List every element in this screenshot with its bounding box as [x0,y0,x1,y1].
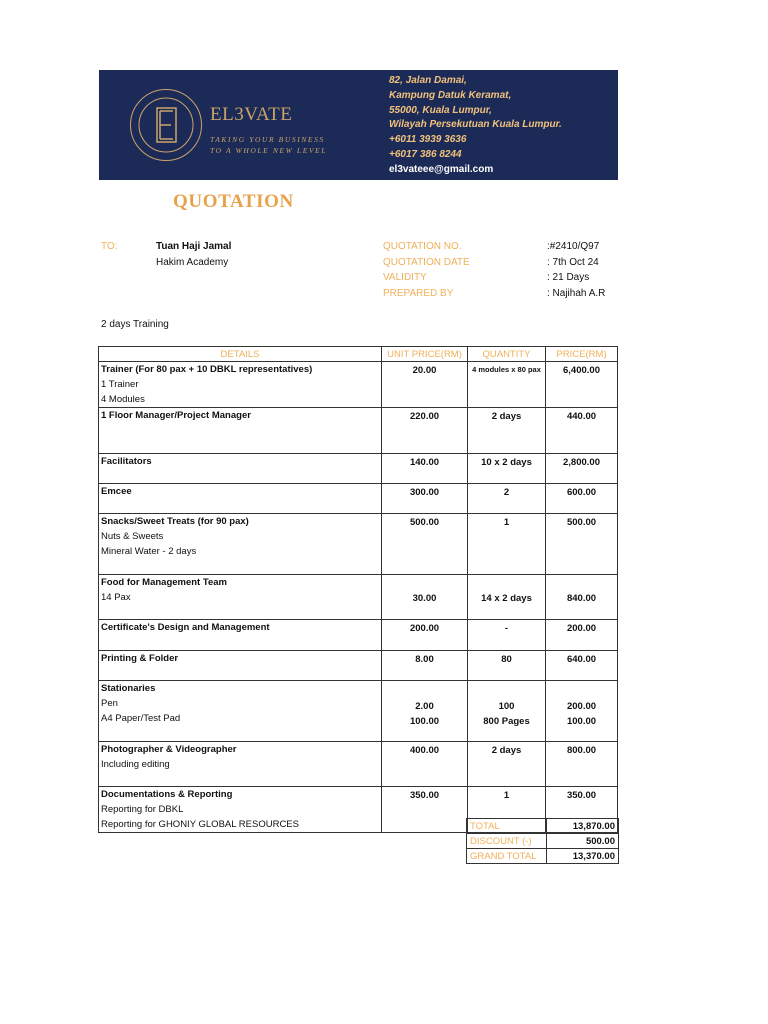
company-name: EL3VATE [210,104,293,125]
company-address: 82, Jalan Damai, Kampung Datuk Keramat, 55000, Kuala Lumpur, Wilayah Persekutuan Kuala Lumpur. +6011 3939 3636 +6017 386 8244 el3vateee@gmail.com [389,74,562,178]
grand-total-row: GRAND TOTAL 13,370.00 [467,849,619,864]
table-row: Certificate's Design and Management 200.00 - 200.00 [99,620,618,651]
table-row: Documentations & Reporting Reporting for DBKL Reporting for GHONIY GLOBAL RESOURCES 350.00 1 350.00 [99,787,618,833]
header-unit-price: UNIT PRICE(RM) [382,347,468,362]
table-row: 1 Floor Manager/Project Manager 220.00 2 days 440.00 [99,408,618,454]
company-email[interactable]: el3vateee@gmail.com [389,163,494,175]
phone-1: +6011 3939 3636 [389,134,467,146]
table-row: Printing & Folder 8.00 80 640.00 [99,651,618,681]
header-price: PRICE(RM) [546,347,618,362]
table-row: Food for Management Team 14 Pax 30.00 14 x 2 days 840.00 [99,575,618,620]
company-tagline: TAKING YOUR BUSINESS TO A WHOLE NEW LEVEL [210,135,328,155]
quotation-date-value: : 7th Oct 24 [547,257,599,268]
header-details: DETAILS [99,347,382,362]
table-row: Photographer & Videographer Including editing 400.00 2 days 800.00 [99,742,618,787]
items-table [98,346,618,833]
header-banner [99,70,618,180]
quotation-no-label: QUOTATION NO. [383,241,462,252]
table-row: Trainer (For 80 pax + 10 DBKL representatives) 1 Trainer 4 Modules 20.00 4 modules x 80 pax 6,400.00 [99,362,618,408]
subject: 2 days Training [101,319,169,330]
validity-label: VALIDITY [383,272,427,283]
table-row: Facilitators 140.00 10 x 2 days 2,800.00 [99,454,618,484]
table-row: Snacks/Sweet Treats (for 90 pax) Nuts & Sweets Mineral Water - 2 days 500.00 1 500.00 [99,514,618,575]
document-title: QUOTATION [173,191,294,212]
table-row: Emcee 300.00 2 600.00 [99,484,618,514]
total-row: TOTAL 13,870.00 [467,819,619,834]
table-header-row [99,347,618,362]
prepared-by-value: : Najihah A.R [547,288,606,299]
discount-row: DISCOUNT (-) 500.00 [467,834,619,849]
prepared-by-label: PREPARED BY [383,288,454,299]
table-row: Stationaries Pen A4 Paper/Test Pad 2.00 100.00 100 800 Pages 200.00 100.00 [99,681,618,742]
recipient-name: Tuan Haji Jamal [156,241,232,252]
validity-value: : 21 Days [547,272,590,283]
logo-e-icon [130,89,202,161]
to-label: TO: [101,241,118,252]
header-quantity: QUANTITY [468,347,546,362]
recipient-org: Hakim Academy [156,257,229,268]
quotation-date-label: QUOTATION DATE [383,257,470,268]
phone-2: +6017 386 8244 [389,148,462,160]
totals-table [466,818,619,864]
quotation-no-value: :#2410/Q97 [547,241,600,252]
